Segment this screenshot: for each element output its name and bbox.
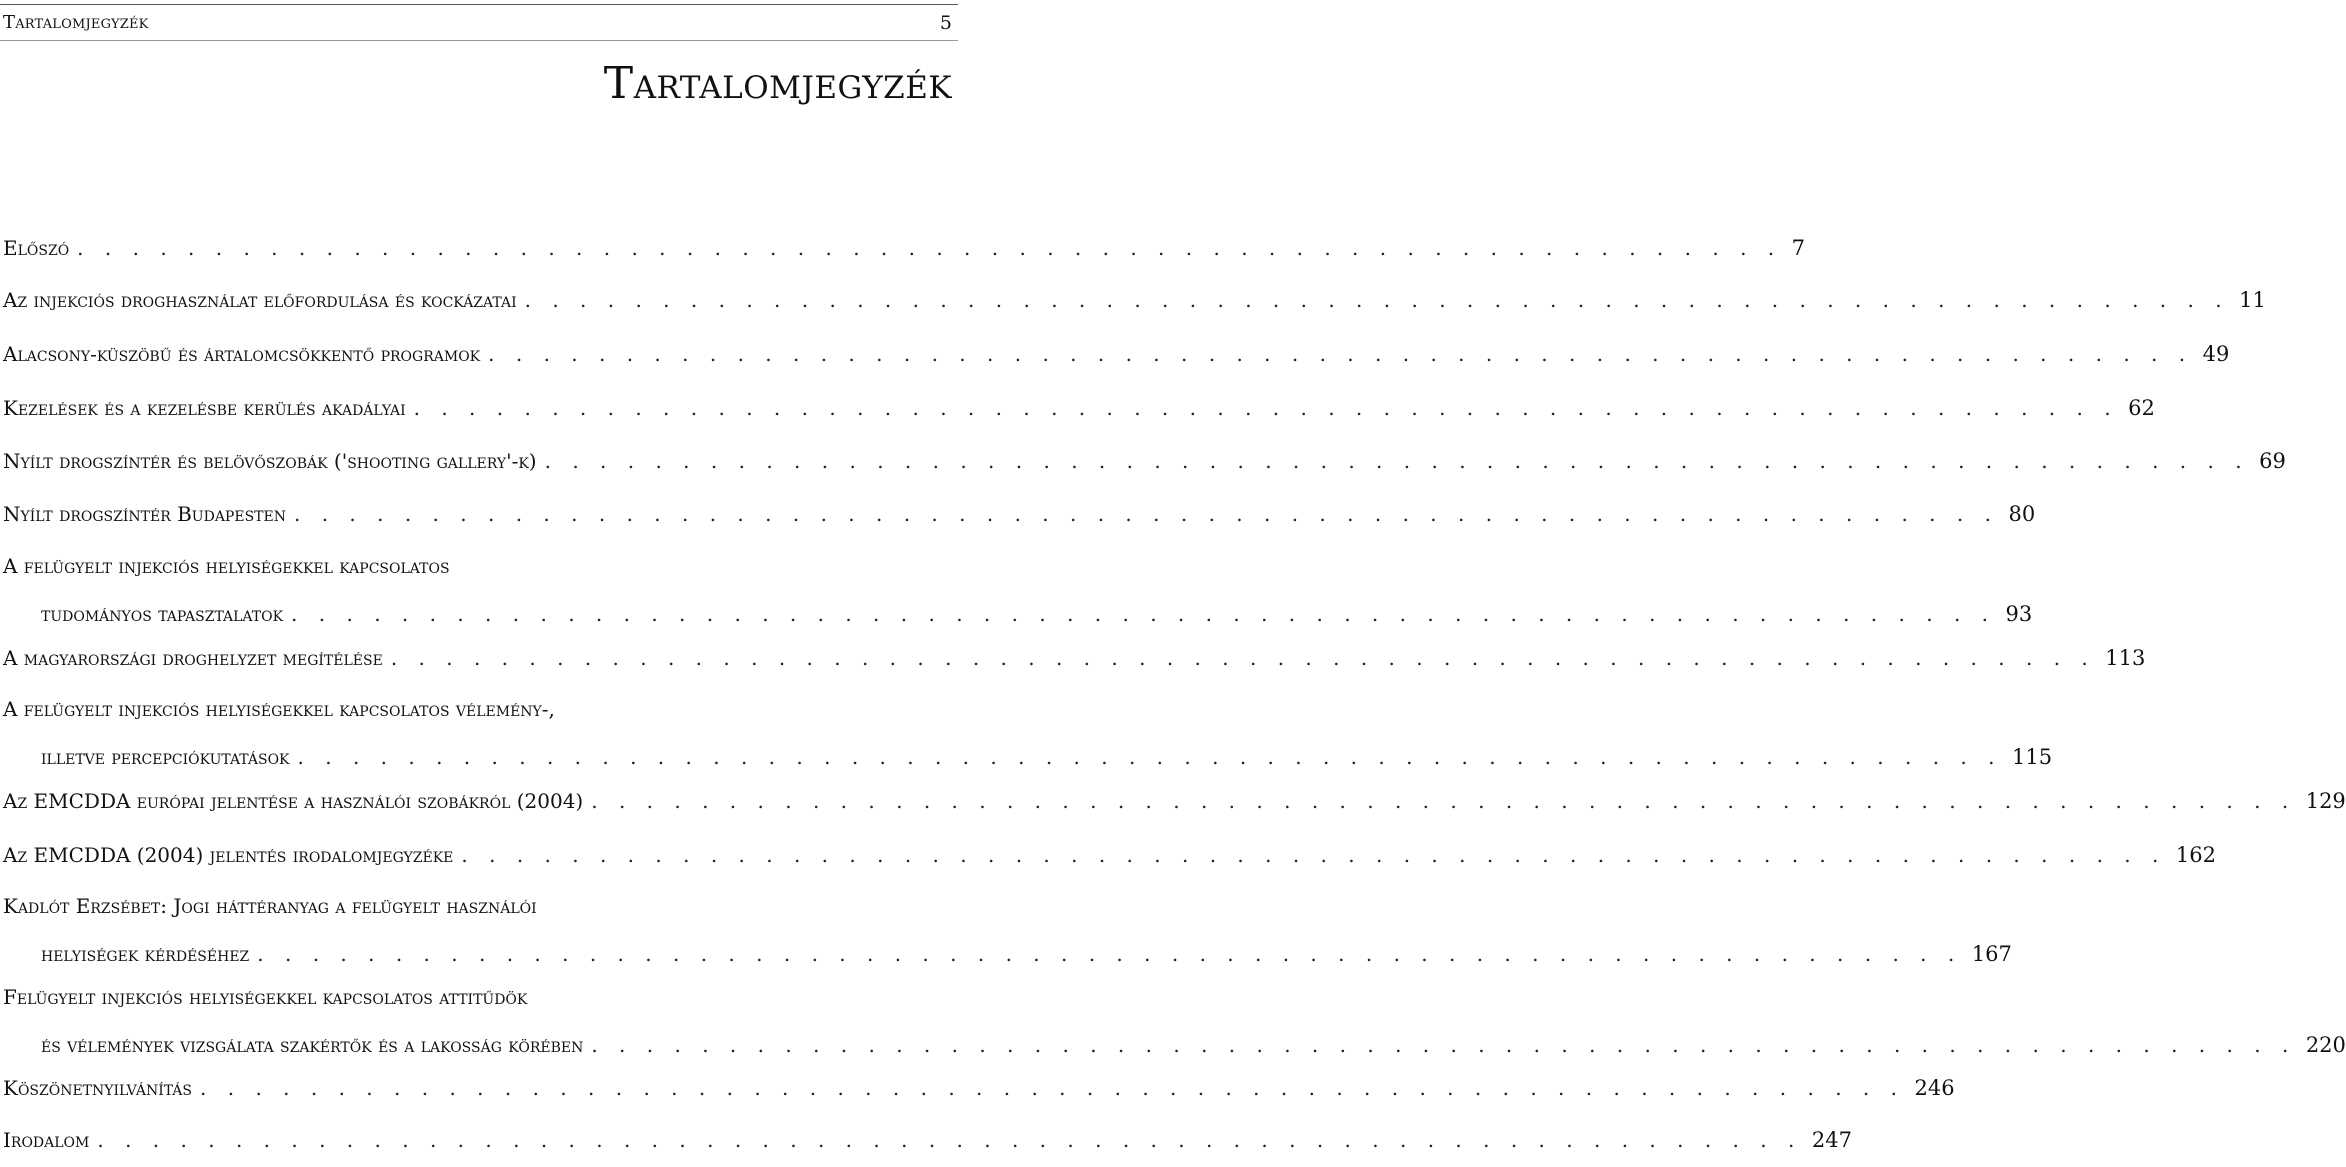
toc-entry-irodalom[interactable] — [3, 1113, 1852, 1167]
toc-entry-title-line2: helyiségek kérdéséhez — [41, 942, 250, 966]
dot-leader: . . . . . . . . . . . . . . . . . . . . . . . . . . . . . . . . . . . . . . . . . . . . . . . . . . . . . . . . . . . . . . — [257, 942, 1962, 966]
toc-entry-koszonetnyilvanitas[interactable] — [3, 1061, 1955, 1115]
running-header-title: Tartalomjegyzék — [3, 12, 149, 33]
toc-entry-percepciokutatasok[interactable] — [3, 688, 2053, 784]
dot-leader: . . . . . . . . . . . . . . . . . . . . . . . . . . . . . . . . . . . . . . . . . . . . . . . . . . . . . . . . . . . . . . — [77, 236, 1782, 260]
toc-entry-title: Az EMCDDA európai jelentése a használói szobákról (2004) — [3, 789, 584, 813]
toc-entry-title: Az EMCDDA (2004) jelentés irodalomjegyzéke — [3, 843, 454, 867]
dot-leader: . . . . . . . . . . . . . . . . . . . . . . . . . . . . . . . . . . . . . . . . . . . . . . . . . . . . . . . . . . . . . . — [488, 342, 2193, 366]
dot-leader: . . . . . . . . . . . . . . . . . . . . . . . . . . . . . . . . . . . . . . . . . . . . . . . . . . . . . . . . . . . . . . — [591, 1033, 2296, 1057]
toc-entry-title-line1: A felügyelt injekciós helyiségekkel kapcsolatos — [3, 554, 450, 578]
toc-entry-title-line2: tudományos tapasztalatok — [41, 602, 284, 626]
toc-entry-title: A magyarországi droghelyzet megítélése — [3, 646, 383, 670]
toc-entry-title-line2: illetve percepciókutatások — [41, 745, 290, 769]
toc-entry-title: Alacsony-küszöbű és ártalomcsökkentő programok — [3, 342, 481, 366]
toc-entry-title: Nyílt drogszíntér Budapesten — [3, 502, 286, 526]
page-title: Tartalomjegyzék — [603, 58, 952, 109]
dot-leader: . . . . . . . . . . . . . . . . . . . . . . . . . . . . . . . . . . . . . . . . . . . . . . . . . . . . . . . . . . . . . . — [97, 1128, 1802, 1152]
toc-entry-magyarorszagi-droghelyzet[interactable] — [3, 631, 2146, 685]
toc-entry-title: Köszönetnyilvánítás — [3, 1076, 193, 1100]
toc-entry-title: Az injekciós droghasználat előfordulása és kockázatai — [3, 288, 517, 312]
dot-leader: . . . . . . . . . . . . . . . . . . . . . . . . . . . . . . . . . . . . . . . . . . . . . . . . . . . . . . . . . . . . . . — [413, 396, 2119, 420]
toc-page-number: 115 — [2011, 745, 2053, 769]
toc-entry-title-line2: és vélemények vizsgálata szakértők és a lakosság körében — [41, 1033, 584, 1057]
toc-entry-attitudok-vizsgalata[interactable] — [3, 976, 2346, 1072]
toc-entry-kadlot-jogi-hatteranyag[interactable] — [3, 885, 2012, 981]
toc-entry-title-line1: Felügyelt injekciós helyiségekkel kapcsolatos attitűdök — [3, 985, 528, 1009]
toc-entry-nyilt-drogszinter-budapesten[interactable] — [3, 487, 2036, 541]
toc-entry-title-line1: A felügyelt injekciós helyiségekkel kapcsolatos vélemény-, — [3, 697, 555, 721]
page-number: 5 — [939, 12, 952, 34]
dot-leader: . . . . . . . . . . . . . . . . . . . . . . . . . . . . . . . . . . . . . . . . . . . . . . . . . . . . . . . . . . . . . . — [544, 449, 2250, 473]
dot-leader: . . . . . . . . . . . . . . . . . . . . . . . . . . . . . . . . . . . . . . . . . . . . . . . . . . . . . . . . . . . . . . — [461, 843, 2166, 867]
toc-page-number: 62 — [2128, 396, 2155, 420]
toc-entry-title: Nyílt drogszíntér és belövőszobák ('shooting gallery'-k) — [3, 449, 537, 473]
toc-page-number: 113 — [2105, 646, 2146, 670]
toc-page-number: 7 — [1791, 236, 1806, 260]
toc-entry-title: Kezelések és a kezelésbe kerülés akadályai — [3, 396, 406, 420]
toc-page-number: 93 — [2005, 602, 2033, 626]
dot-leader: . . . . . . . . . . . . . . . . . . . . . . . . . . . . . . . . . . . . . . . . . . . . . . . . . . . . . . . . . . . . . . — [390, 646, 2096, 670]
dot-leader: . . . . . . . . . . . . . . . . . . . . . . . . . . . . . . . . . . . . . . . . . . . . . . . . . . . . . . . . . . . . . . — [297, 745, 2002, 769]
toc-entry-title-line1: Kadlót Erzsébet: Jogi háttéranyag a felügyelt használói — [3, 894, 537, 918]
toc-page-number: 162 — [2175, 843, 2216, 867]
dot-leader: . . . . . . . . . . . . . . . . . . . . . . . . . . . . . . . . . . . . . . . . . . . . . . . . . . . . . . . . . . . . . . — [200, 1076, 1905, 1100]
toc-page-number: 69 — [2259, 449, 2286, 473]
dot-leader: . . . . . . . . . . . . . . . . . . . . . . . . . . . . . . . . . . . . . . . . . . . . . . . . . . . . . . . . . . . . . . — [524, 288, 2230, 312]
toc-page-number: 49 — [2202, 342, 2230, 366]
toc-entry-tudomanyos-tapasztalatok[interactable] — [3, 545, 2033, 641]
toc-page-number: 80 — [2008, 502, 2036, 526]
toc-page-number: 247 — [1811, 1128, 1852, 1152]
dot-leader: . . . . . . . . . . . . . . . . . . . . . . . . . . . . . . . . . . . . . . . . . . . . . . . . . . . . . . . . . . . . . . — [293, 502, 1999, 526]
toc-page-number: 246 — [1914, 1076, 1955, 1100]
dot-leader: . . . . . . . . . . . . . . . . . . . . . . . . . . . . . . . . . . . . . . . . . . . . . . . . . . . . . . . . . . . . . . — [291, 602, 1996, 626]
toc-entry-emcdda-europai-jelentes[interactable] — [3, 774, 2346, 828]
toc-entry-emcdda-irodalomjegyzek[interactable] — [3, 828, 2216, 882]
toc-entry-eloszo[interactable] — [3, 221, 1806, 275]
toc-entry-injekcios-droghasznalat[interactable] — [3, 273, 2266, 327]
toc-entry-alacsony-kuszobu[interactable] — [3, 327, 2230, 381]
dot-leader: . . . . . . . . . . . . . . . . . . . . . . . . . . . . . . . . . . . . . . . . . . . . . . . . . . . . . . . . . . . . . . — [591, 789, 2296, 813]
toc-page-number: 11 — [2239, 288, 2266, 312]
toc-page-number: 167 — [1971, 942, 2012, 966]
toc-page-number: 220 — [2305, 1033, 2346, 1057]
toc-entry-title: Előszó — [3, 236, 70, 260]
toc-entry-nyilt-drogszinter-belovoszobak[interactable] — [3, 434, 2286, 488]
toc-page-number: 129 — [2305, 789, 2346, 813]
toc-entry-kezelesek[interactable] — [3, 381, 2155, 435]
toc-entry-title: Irodalom — [3, 1128, 90, 1152]
